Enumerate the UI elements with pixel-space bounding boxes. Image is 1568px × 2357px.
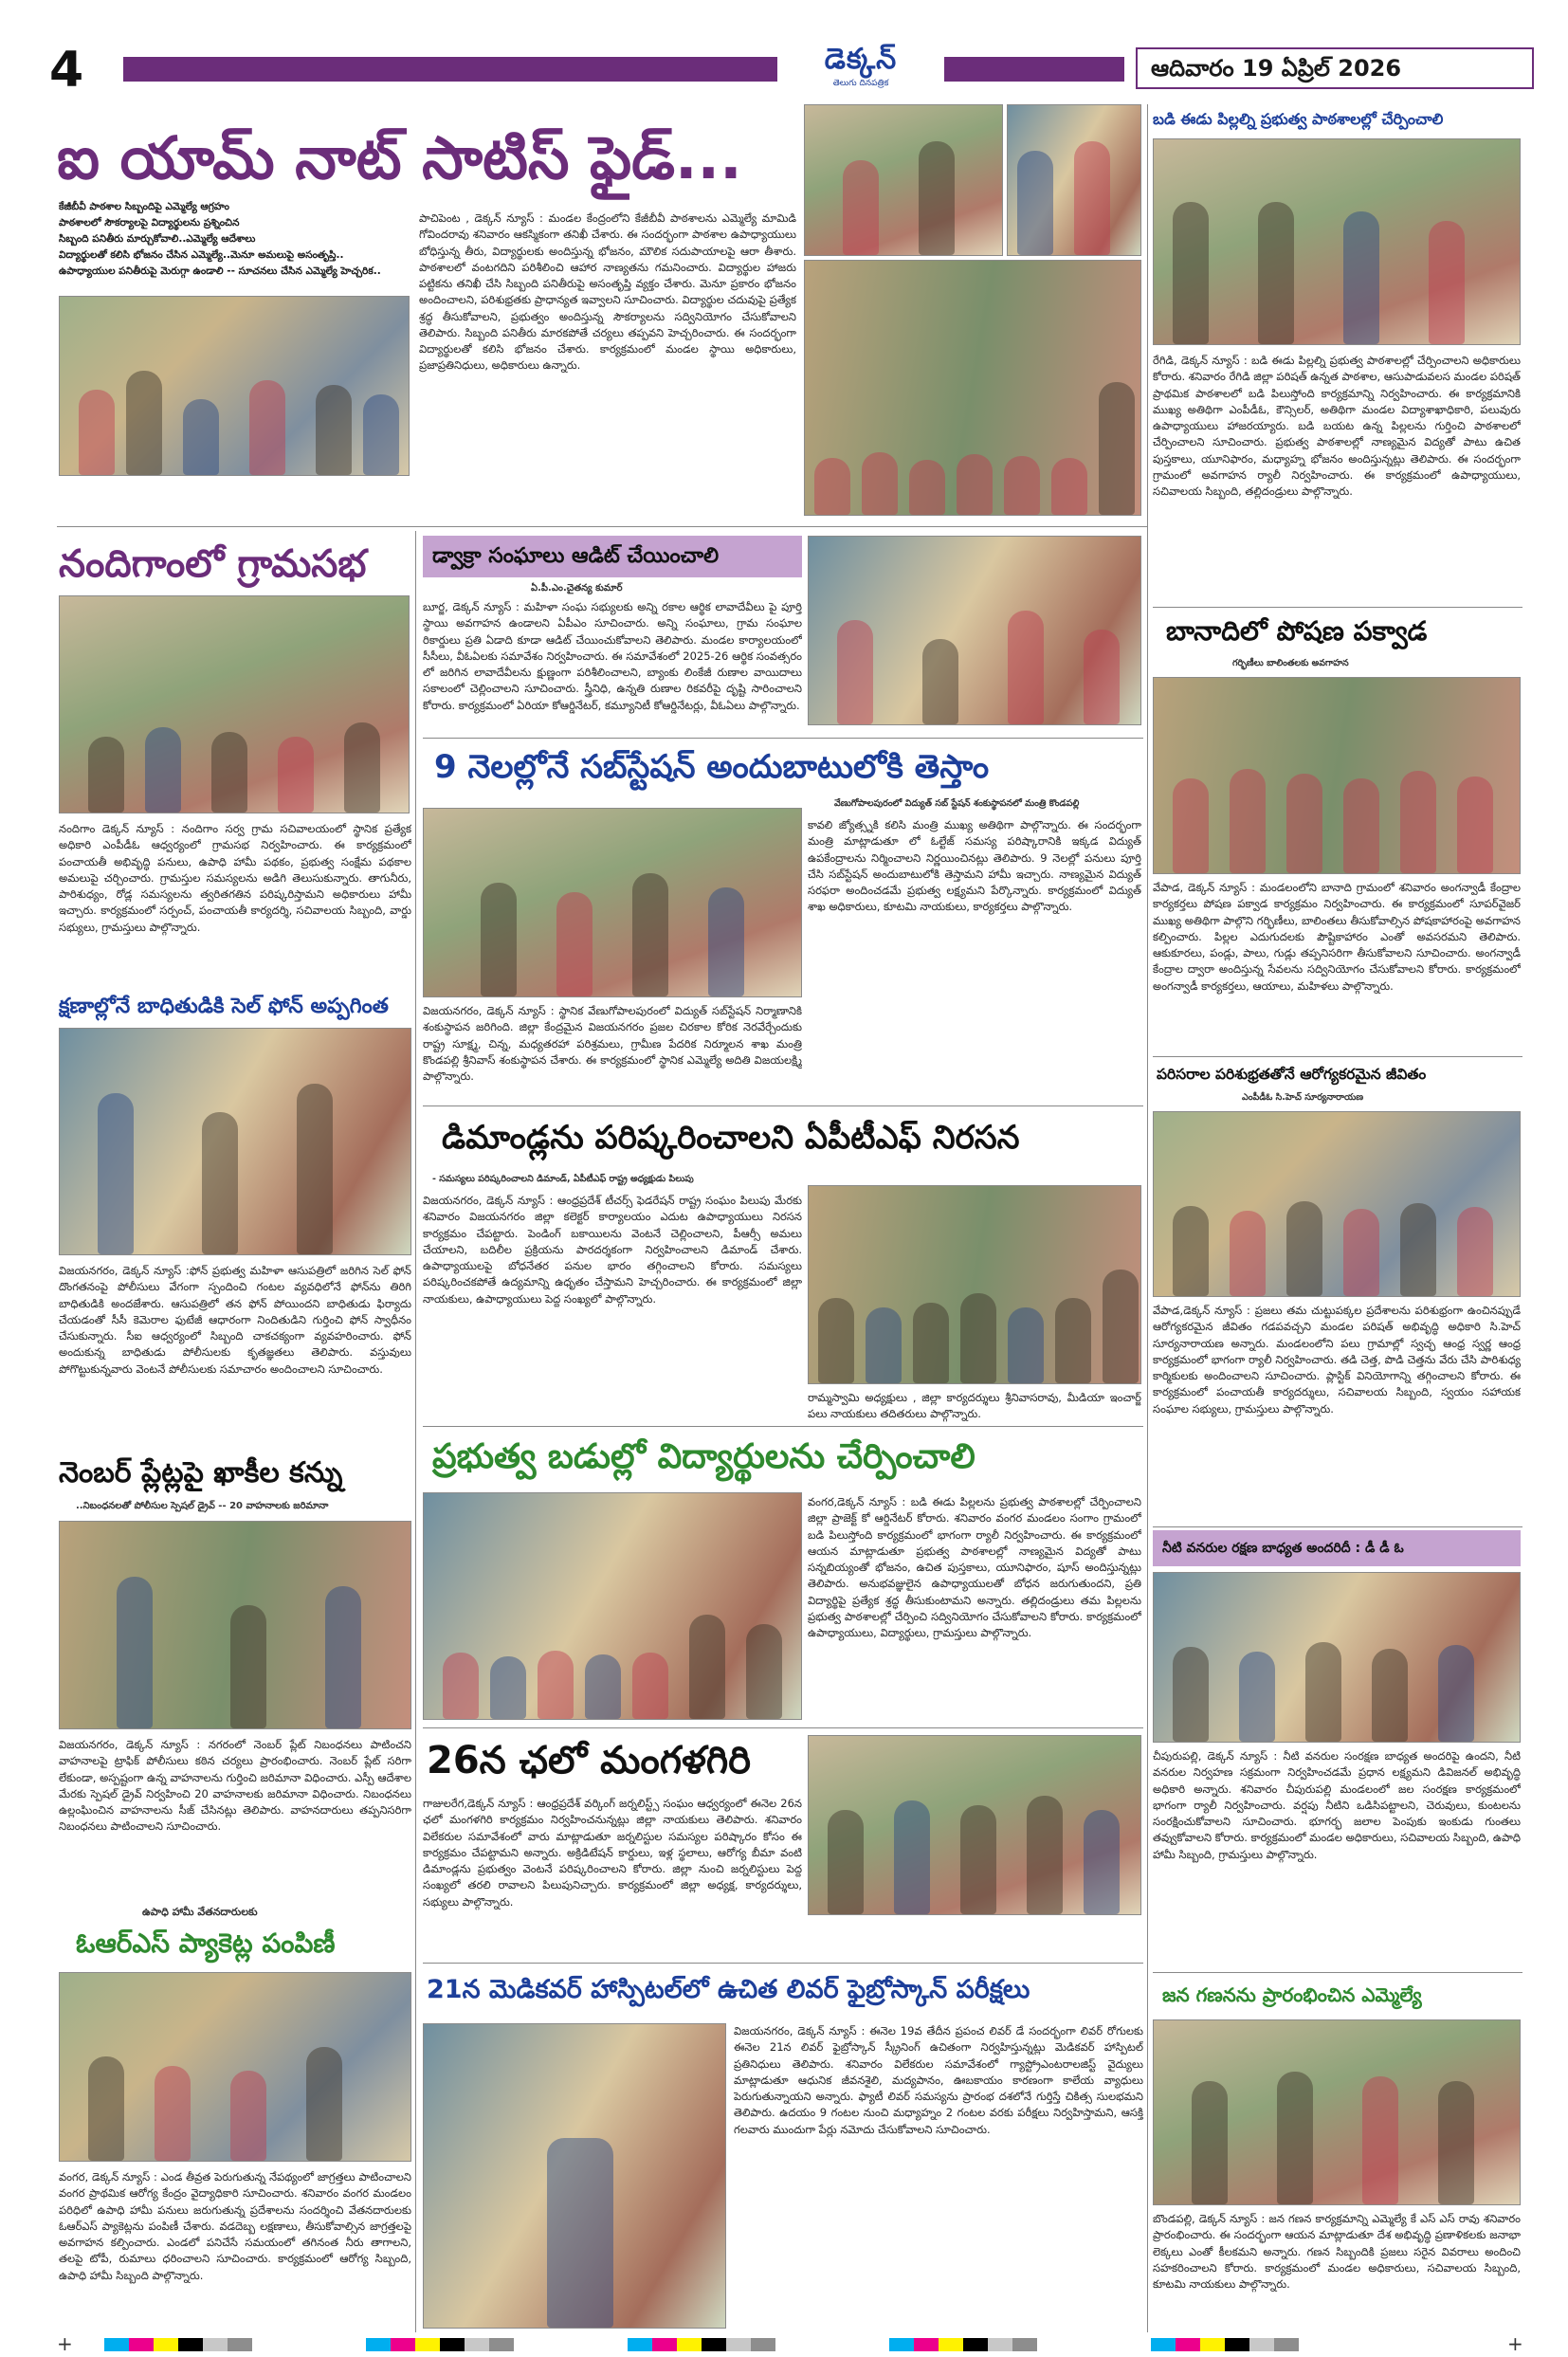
- numberplate-subhead: ..నిబంధనలతో పోలీసుల స్పెషల్ డ్రైవ్ -- 20 వాహనాలకు జరిమానా: [76, 1501, 329, 1511]
- school-join-body: రేగిడి, డెక్కన్ న్యూస్ : బడి ఈడు పిల్లల్ని ప్రభుత్వ పాఠశాలల్లో చేర్పించాలని అధికారులు కోరారు. శనివారం రేగిడి జిల్లా పరిషత్ ఉన్నత పాఠశాల, ఆసుపాడువలస మండల పరిషత్ ప్రాథమిక పాఠశాలలో బడి పిలుస్తోంది కార్యక్రమాన్ని నిర్వహించారు. ఈ కార్యక్రమానికి ముఖ్య అతిథిగా ఎంపీడీఓ, కౌన్సిలర్, అతిథిగా మండల విద్యాశాఖాధికారి, పలువురు ఉపాధ్యాయులు హాజరయ్యారు. బడి బయట ఉన్న పిల్లలను గుర్తించి పాఠశాలలో చేర్పించాలని సూచించారు. ప్రభుత్వ పాఠశాలల్లో నాణ్యమైన విద్యతో పాటు ఉచిత పుస్తకాలు, యూనిఫారం, మధ్యాహ్న భోజనం అందిస్తున్నట్లు తెలిపారు. ఈ సందర్భంగా గ్రామంలో అవగాహన ర్యాలీ నిర్వహించారు. ఈ కార్యక్రమంలో ఉపాధ్యాయులు, సచివాలయ సిబ్బంది, తల్లిదండ్రులు పాల్గొన్నారు.: [1153, 354, 1521, 498]
- divider: [1153, 1526, 1522, 1527]
- substation-body-right: కావలి జ్యోత్స్నకి కలిసి మంత్రి ముఖ్య అతిథిగా పాల్గొన్నారు. ఈ సందర్భంగా మంత్రి మాట్లాడుతూ లో ఓల్టేజ్ సమస్య పరిష్కారానికి ఇక్కడ విద్యుత్ ఉపకేంద్రాలను నిర్మించాలని నిర్ణయించినట్లు తెలిపారు. 9 నెలల్లో పనులు పూర్తి చేసి సబ్‌స్టేషన్ అందుబాటులోకి తెస్తామని హామీ ఇచ్చారు. నాణ్యమైన విద్యుత్ సరఫరా అందించడమే ప్రభుత్వ లక్ష్యమని పేర్కొన్నారు. కార్యక్రమంలో విద్యుత్ శాఖ అధికారులు, కూటమి నాయకులు, కార్యకర్తలు పాల్గొన్నారు.: [808, 818, 1141, 914]
- page-number: 4: [49, 42, 84, 99]
- satisfied-subhead-2: పాఠశాలలో సౌకర్యాలపై విద్యార్థులను ప్రశ్నించిన: [59, 217, 240, 228]
- photo-cleanliness-rally: [1153, 1111, 1521, 1297]
- demands-body: విజయనగరం, డెక్కన్ న్యూస్ : ఆంధ్రప్రదేశ్ టీచర్స్ ఫెడరేషన్ రాష్ట్ర సంఘం పిలుపు మేరకు శనివారం విజయనగరం జిల్లా కలెక్టర్ కార్యాలయం ఎదుట ఉపాధ్యాయులు నిరసన కార్యక్రమం చేపట్టారు. పెండింగ్ బకాయిలను వెంటనే చెల్లించాలని, పీఆర్సీ అమలు చేయాలని, బదిలీల ప్రక్రియను పారదర్శకంగా నిర్వహించాలని డిమాండ్ చేశారు. ఉపాధ్యాయులపై బోధనేతర పనుల భారం తగ్గించాలని కోరారు. సమస్యలు పరిష్కరించకపోతే ఉద్యమాన్ని ఉధృతం చేస్తామని హెచ్చరించారు. ఈ కార్యక్రమంలో జిల్లా నాయకులు, ఉపాధ్యాయులు పెద్ద సంఖ్యలో పాల్గొన్నారు.: [423, 1194, 802, 1306]
- satisfied-subhead-5: ఉపాధ్యాయుల పనితీరుపై మెరుగ్గా ఉండాలి -- సూచనలు చేసిన ఎమ్మెల్యే హెచ్చరిక..: [59, 265, 381, 277]
- photo-poshana: [1153, 677, 1521, 874]
- satisfied-body: పాచిపెంట , డెక్కన్ న్యూస్ : మండల కేంద్రంలోని కేజీబీవీ పాఠశాలను ఎమ్మెల్యే మామిడి గోవిందరావు శనివారం ఆకస్మికంగా తనిఖీ చేశారు. ఈ సందర్భంగా పాఠశాల ఉపాధ్యాయులు బోధిస్తున్న తీరు, విద్యార్థులకు అందిస్తున్న భోజనం, మౌలిక సదుపాయాలపై ఆరా తీశారు. పాఠశాలలో వంటగదిని పరిశీలించి ఆహార నాణ్యతను గమనించారు. విద్యార్థుల హాజరు పట్టికను తనిఖీ చేసి సిబ్బంది పనితీరుపై అసంతృప్తి వ్యక్తం చేశారు. మెనూ ప్రకారం భోజనం అందించాలని, పరిశుభ్రతకు ప్రాధాన్యత ఇవ్వాలని సూచించారు. విద్యార్థుల చదువుపై ప్రత్యేక శ్రద్ధ తీసుకోవాలని, ప్రభుత్వం అందిస్తున్న సౌకర్యాలను సద్వినియోగం చేసుకోవాలని తెలిపారు. సిబ్బంది పనితీరు మారకపోతే చర్యలు తప్పవని హెచ్చరించారు. ఈ సందర్భంగా విద్యార్థులతో కలిసి భోజనం చేశారు. కార్యక్రమంలో మండల స్థాయి అధికారులు, ప్రజాప్రతినిధులు, అధికారులు ఉన్నారు.: [419, 211, 796, 373]
- column-rule: [1147, 104, 1148, 2332]
- header-bar-left: [123, 57, 777, 82]
- masthead-logo: [785, 42, 937, 97]
- satisfied-subhead-1: కేజీబీవీ పాఠశాల సిబ్బందిపై ఎమ్మెల్యే ఆగ్రహం: [59, 201, 229, 212]
- headline-liver: 21న మెడికవర్ హాస్పిటల్‌లో ఉచిత లివర్ ఫైబ్రోస్కాన్ పరీక్షలు: [427, 1975, 1030, 2004]
- banadi-subhead: గర్భిణీలు బాలింతలకు అవగాహన: [1232, 658, 1349, 668]
- divider: [1153, 607, 1522, 608]
- numberplate-body: విజయనగరం, డెక్కన్ న్యూస్ : నగరంలో నెంబర్ ప్లేట్ నిబంధనలు పాటించని వాహనాలపై ట్రాఫిక్ పోలీసులు కఠిన చర్యలు ప్రారంభించారు. నెంబర్ ప్లేట్ సరిగా లేకుండా, అస్పష్టంగా ఉన్న వాహనాలను గుర్తించి జరిమానా విధించారు. ఎస్పీ ఆదేశాల మేరకు స్పెషల్ డ్రైవ్ నిర్వహించి 20 వాహనాలకు జరిమానా విధించారు. నిబంధనలు ఉల్లంఘించిన వాహనాలను సీజ్ చేసినట్లు తెలిపారు. వాహనదారులు తప్పనిసరిగా నిబంధనలు పాటించాలని సూచించారు.: [59, 1738, 411, 1834]
- divider: [1153, 1056, 1522, 1057]
- headline-school-join: బడి ఈడు పిల్లల్ని ప్రభుత్వ పాఠశాలల్లో చేర్పించాలి: [1153, 110, 1444, 128]
- photo-dwakra-meeting: [808, 536, 1141, 725]
- photo-school-join-rally: [1153, 138, 1521, 345]
- logo-tagline: తెలుగు దినపత్రిక: [832, 79, 889, 88]
- headline-mangalagiri: 26న ఛలో మంగళగిరి: [427, 1739, 751, 1782]
- color-calibration-bar: [104, 2338, 1450, 2351]
- photo-substation-foundation: [423, 808, 802, 997]
- govt-schools-body: వంగర,డెక్కన్ న్యూస్ : బడి ఈడు పిల్లలను ప్రభుత్వ పాఠశాలల్లో చేర్పించాలని జిల్లా ప్రాజెక్ట్ కో ఆర్డినేటర్ కోరారు. శనివారం వంగర మండలం సంగాం గ్రామంలో బడి పిలుస్తోంది కార్యక్రమంలో భాగంగా ర్యాలీ నిర్వహించారు. ఈ కార్యక్రమంలో ఆయన మాట్లాడుతూ ప్రభుత్వ పాఠశాలల్లో నాణ్యమైన విద్యతో పాటు సన్నబియ్యంతో భోజనం, ఉచిత పుస్తకాలు, యూనిఫారం, షూస్ అందిస్తున్నట్లు తెలిపారు. అనుభవజ్ఞులైన ఉపాధ్యాయులతో బోధన జరుగుతుందని, ప్రతి విద్యార్థిపై ప్రత్యేక శ్రద్ధ తీసుకుంటామని అన్నారు. తల్లిదండ్రులు తమ పిల్లలను ప్రభుత్వ పాఠశాలల్లో చేర్పించి సద్వినియోగం చేసుకోవాలని కోరారు. కార్యక్రమంలో ఉపాధ్యాయులు, విద్యార్థులు, గ్రామస్తులు పాల్గొన్నారు.: [808, 1495, 1141, 1639]
- headline-substation: 9 నెలల్లోనే సబ్‌స్టేషన్ అందుబాటులోకి తెస్తాం: [434, 748, 990, 786]
- headline-nandigam: నందిగాంలో గ్రామసభ: [59, 542, 367, 586]
- census-body: బొండపల్లి, డెక్కన్ న్యూస్ : జన గణన కార్యక్రమాన్ని ఎమ్మెల్యే కే ఎస్ ఎస్ రావు శనివారం ప్రారంభించారు. ఈ సందర్భంగా ఆయన మాట్లాడుతూ దేశ అభివృద్ధి ప్రణాళికలకు జనాభా లెక్కలు ఎంతో కీలకమని అన్నారు. గణన సిబ్బందికి ప్రజలు సరైన వివరాలు అందించి సహకరించాలని కోరారు. కార్యక్రమంలో మండల అధికారులు, సచివాలయ సిబ్బంది, కూటమి నాయకులు పాల్గొన్నారు.: [1153, 2212, 1521, 2291]
- banadi-body: వేపాడ, డెక్కన్ న్యూస్ : మండలంలోని బానాది గ్రామంలో శనివారం అంగన్వాడీ కేంద్రాల కార్యకర్తలు పోషణ పక్వాడ కార్యక్రమం నిర్వహించారు. ఈ కార్యక్రమంలో సూపర్‌వైజర్ ముఖ్య అతిథిగా పాల్గొని గర్భిణీలు, బాలింతలు తీసుకోవాల్సిన పోషకాహారంపై అవగాహన కల్పించారు. పిల్లల ఎదుగుదలకు పౌష్టికాహారం ఎంతో అవసరమని తెలిపారు. ఆకుకూరలు, పండ్లు, పాలు, గుడ్లు తప్పనిసరిగా తీసుకోవాలని సూచించారు. అంగన్వాడీ కేంద్రాల ద్వారా అందిస్తున్న సేవలను సద్వినియోగం చేసుకోవాలని కోరారు. కార్యక్రమంలో అంగన్వాడీ కార్యకర్తలు, ఆయాలు, మహిళలు పాల్గొన్నారు.: [1153, 881, 1521, 993]
- substation-subhead: వేణుగోపాలపురంలో విద్యుత్ సబ్ స్టేషన్ శంకుస్థాపనలో మంత్రి కొండపల్లి: [834, 798, 1080, 809]
- divider: [423, 1426, 1143, 1427]
- divider: [423, 1963, 1143, 1964]
- headline-cellphone: క్షణాల్లోనే బాధితుడికి సెల్ ఫోన్ అప్పగింత: [59, 995, 389, 1018]
- photo-students-meal: [804, 260, 1141, 516]
- photo-cellphone-handover: [59, 1028, 411, 1255]
- environment-subhead: ఎంపీడీఓ సి.హెచ్ సూర్యనారాయణ: [1242, 1092, 1364, 1103]
- dwakra-body: బూర్జ, డెక్కన్ న్యూస్ : మహిళా సంఘ సభ్యులకు అన్ని రకాల ఆర్థిక లావాదేవీలు పై పూర్తి స్థాయి అవగాహన ఉండాలని ఏపీఎం సూచించారు. అన్ని సంఘాలు, గ్రామ సంఘాల రికార్డులు ప్రతి ఏడాది కూడా ఆడిట్ చేయించుకోవాలని తెలిపారు. మండల కార్యాలయంలో సీసీలు, వీఓఏలకు సమావేశం నిర్వహించారు. ఈ సమావేశంలో 2025-26 ఆర్థిక సంవత్సరం లో జరిగిన లావాదేవీలను క్షుణ్ణంగా పరిశీలించాలని, బ్యాంకు లింకేజీ రుణాల వాయిదాలు సకాలంలో చెల్లించాలని సూచించారు. స్త్రీనిధి, ఉన్నతి రుణాల రికవరీపై దృష్టి సారించాలని కోరారు. కార్యక్రమంలో ఏరియా కోఆర్డినేటర్, కమ్యూనిటీ కోఆర్డినేటర్లు, వీఓఏలు పాల్గొన్నారు.: [423, 600, 802, 712]
- logo-text: డెక్కన్: [824, 43, 898, 76]
- photo-gramasabha: [59, 595, 410, 813]
- substation-body-left: విజయనగరం, డెక్కన్ న్యూస్ : స్థానిక వేణుగోపాలపురంలో విద్యుత్ సబ్‌స్టేషన్ నిర్మాణానికి శంకుస్థాపన జరిగింది. జిల్లా కేంద్రమైన విజయనగరం ప్రజల చిరకాల కోరిక నెరవేర్చేందుకు రాష్ట్ర సూక్ష్మ, చిన్న, మధ్యతరహా పరిశ్రమలు, గ్రామీణ పేదరిక నిర్మూలన శాఖ మంత్రి కొండపల్లి శ్రీనివాస్ శంకుస్థాపన చేశారు. ఈ కార్యక్రమంలో స్థానిక ఎమ్మెల్యే అదితి విజయలక్ష్మి పాల్గొన్నారు.: [423, 1004, 802, 1083]
- headline-dwakra: డ్వాక్రా సంఘాలు ఆడిట్ చేయించాలి: [432, 544, 720, 568]
- photo-census-launch: [1153, 2019, 1521, 2205]
- photo-water-rally: [1153, 1572, 1521, 1743]
- registration-mark-left: +: [57, 2332, 73, 2355]
- divider: [423, 1105, 1143, 1106]
- photo-mla-inspection: [1007, 104, 1141, 256]
- mangalagiri-body: గాజులరేగ,డెక్కన్ న్యూస్ : ఆంధ్రప్రదేశ్ వర్కింగ్ జర్నలిస్ట్స్ సంఘం ఆధ్వర్యంలో ఈనెల 26న ఛలో మంగళగిరి కార్యక్రమం నిర్వహించనున్నట్లు జిల్లా నాయకులు తెలిపారు. శనివారం విలేకరుల సమావేశంలో వారు మాట్లాడుతూ జర్నలిస్టుల సమస్యల పరిష్కారం కోసం ఈ కార్యక్రమం చేపట్టామని అన్నారు. అక్రిడిటేషన్ కార్డులు, ఇళ్ల స్థలాలు, ఆరోగ్య బీమా వంటి డిమాండ్లను ప్రభుత్వం వెంటనే పరిష్కరించాలని కోరారు. జిల్లా నుంచి జర్నలిస్టులు పెద్ద సంఖ్యలో తరలి రావాలని పిలుపునిచ్చారు. కార్యక్రమంలో జిల్లా అధ్యక్ష, కార్యదర్శులు, సభ్యులు పాల్గొన్నారు.: [423, 1797, 802, 1909]
- headline-satisfied: ఐ యామ్ నాట్ సాటిస్ ఫైడ్...: [57, 123, 742, 192]
- cellphone-body: విజయనగరం, డెక్కన్ న్యూస్ :ఫోన్ ప్రభుత్వ మహిళా ఆసుపత్రిలో జరిగిన సెల్ ఫోన్ దొంగతనంపై పోలీసులు వేగంగా స్పందించి గంటల వ్యవధిలోనే ఫోన్‌ను తిరిగి బాధితుడికి అందజేశారు. ఆసుపత్రిలో తన ఫోన్ పోయిందని బాధితుడు ఫిర్యాదు చేయడంతో సీసీ కెమెరాల ఫుటేజీ ఆధారంగా నిందితుడిని గుర్తించి ఫోన్ స్వాధీనం చేసుకున్నారు. సీఐ ఆధ్వర్యంలో సిబ్బంది చాకచక్యంగా వ్యవహరించారు. ఫోన్ అందుకున్న బాధితుడు పోలీసులకు కృతజ్ఞతలు తెలిపారు. వస్తువులు పోగొట్టుకున్నవారు వెంటనే పోలీసులకు సమాచారం అందించాలని సూచించారు.: [59, 1264, 411, 1376]
- liver-body: విజయనగరం, డెక్కన్ న్యూస్ : ఈనెల 19వ తేదీన ప్రపంచ లివర్ డే సందర్భంగా లివర్ రోగులకు ఈనెల 21న లివర్ ఫైబ్రోస్కాన్ స్క్రీనింగ్ ఉచితంగా నిర్వహిస్తున్నట్లు మెడికవర్ హాస్పిటల్ ప్రతినిధులు తెలిపారు. శనివారం విలేకరుల సమావేశంలో గ్యాస్ట్రోఎంటరాలజిస్ట్ వైద్యులు మాట్లాడుతూ ఆధునిక జీవనశైలి, మద్యపానం, ఊబకాయం కారణంగా కాలేయ వ్యాధులు పెరుగుతున్నాయని అన్నారు. ఫ్యాటీ లివర్ సమస్యను ప్రారంభ దశలోనే గుర్తిస్తే చికిత్స సులభమని తెలిపారు. ఉదయం 9 గంటల నుంచి మధ్యాహ్నం 2 గంటల వరకు పరీక్షలు నిర్వహిస్తామని, ఆసక్తి గలవారు ముందుగా పేర్లు నమోదు చేసుకోవాలని సూచించారు.: [734, 2024, 1143, 2136]
- headline-banadi: బానాదిలో పోషణ పక్వాడ: [1166, 615, 1428, 647]
- headline-ors: ఓఆర్ఎస్ ప్యాకెట్ల పంపిణీ: [76, 1928, 336, 1959]
- headline-census: జన గణనను ప్రారంభించిన ఎమ్మెల్యే: [1162, 1983, 1422, 2006]
- column-rule: [415, 531, 416, 2332]
- photo-kgbv-visit: [59, 296, 410, 476]
- demands-caption: రామ్మస్వామి అధ్యక్షులు , జిల్లా కార్యదర్శులు శ్రీనివాసరావు, మీడియా ఇంచార్జ్ పలు నాయకులు తదితరులు పాల్గొన్నారు.: [808, 1391, 1141, 1421]
- photo-journalists: [808, 1735, 1141, 1915]
- headline-environment: పరిసరాల పరిశుభ్రతతోనే ఆరోగ్యకరమైన జీవితం: [1157, 1066, 1427, 1083]
- headline-govt-schools: ప్రభుత్వ బడుల్లో విద్యార్థులను చేర్పించాలి: [432, 1437, 975, 1476]
- satisfied-subheads: [59, 199, 400, 294]
- registration-mark-right: +: [1507, 2332, 1523, 2355]
- satisfied-subhead-4: విద్యార్థులతో కలిసి భోజనం చేసిన ఎమ్మెల్యే..మెనూ అమలుపై అసంతృప్తి..: [59, 249, 344, 261]
- environment-body: వేపాడ,డెక్కన్ న్యూస్ : ప్రజలు తమ చుట్టుపక్కల ప్రదేశాలను పరిశుభ్రంగా ఉంచినప్పుడే ఆరోగ్యకరమైన జీవితం గడపవచ్చని మండల పరిషత్ అభివృద్ధి అధికారి సి.హెచ్ సూర్యనారాయణ అన్నారు. మండలంలోని పలు గ్రామాల్లో స్వచ్ఛ ఆంధ్ర స్వర్ణ ఆంధ్ర కార్యక్రమంలో భాగంగా ర్యాలీ నిర్వహించారు. తడి చెత్త, పొడి చెత్తను వేరు చేసి పారిశుధ్య కార్మికులకు అందించాలని సూచించారు. ప్లాస్టిక్ వినియోగాన్ని తగ్గించాలని కోరారు. ఈ కార్యక్రమంలో పంచాయతీ కార్యదర్శులు, సచివాలయ సిబ్బంది, స్వయం సహాయక సంఘాల సభ్యులు, గ్రామస్తులు పాల్గొన్నారు.: [1153, 1304, 1521, 1416]
- neet-body: చీపురుపల్లి, డెక్కన్ న్యూస్ : నీటి వనరుల సంరక్షణ బాధ్యత అందరిపై ఉందని, నీటి వనరుల నిర్వహణ సక్రమంగా నిర్వహించడమే ప్రధాన లక్ష్యమని డివిజనల్ అభివృద్ధి అధికారి అన్నారు. శనివారం చీపురుపల్లి మండలంలో జల సంరక్షణ కార్యక్రమంలో భాగంగా ర్యాలీ నిర్వహించారు. వర్షపు నీటిని ఒడిసిపట్టాలని, చెరువులు, కుంటలను సంరక్షించుకోవాలని సూచించారు. భూగర్భ జలాల పెంపుకు ఇంకుడు గుంతలు తవ్వుకోవాలని కోరారు. కార్యక్రమంలో మండల అధికారులు, సచివాలయ సిబ్బంది, ఉపాధి హామీ సిబ్బంది, గ్రామస్తులు పాల్గొన్నారు.: [1153, 1749, 1521, 1861]
- headline-neet: నీటి వనరుల రక్షణ బాధ్యత అందరిదీ : డీ డీ ఓ: [1162, 1541, 1404, 1556]
- headline-numberplate: నెంబర్ ప్లేట్లపై ఖాకీల కన్ను: [59, 1456, 343, 1489]
- photo-school-rally: [423, 1492, 802, 1720]
- photo-numberplate-drive: [59, 1521, 411, 1729]
- nandigam-body: నందిగాం డెక్కన్ న్యూస్ : నందిగాం సర్వ గ్రామ సచివాలయంలో స్థానిక ప్రత్యేక అధికారి ఎంపీడీఓ ఆధ్వర్యంలో గ్రామసభ నిర్వహించారు. ఈ కార్యక్రమంలో పంచాయతీ అభివృద్ధి పనులు, ఉపాధి హామీ పథకం, ప్రభుత్వ సంక్షేమ పథకాల అమలుపై చర్చించారు. గ్రామస్తుల సమస్యలను అడిగి తెలుసుకున్నారు. తాగునీరు, పారిశుధ్యం, రోడ్ల సమస్యలను త్వరితగతిన పరిష్కరిస్తామని అధికారులు హామీ ఇచ్చారు. కార్యక్రమంలో సర్పంచ్, పంచాయతీ కార్యదర్శి, సచివాలయ సిబ్బంది, వార్డు సభ్యులు, గ్రామస్తులు పాల్గొన్నారు.: [59, 822, 411, 934]
- photo-ors-distribution: [59, 1972, 411, 2162]
- header-date: ఆదివారం 19 ఏప్రిల్ 2026: [1136, 47, 1534, 89]
- page-header: [36, 42, 1534, 97]
- photo-kitchen: [804, 104, 1003, 256]
- divider: [423, 738, 1143, 739]
- header-bar-mid: [944, 57, 1124, 82]
- divider: [1153, 1972, 1522, 1973]
- ors-body: వంగర, డెక్కన్ న్యూస్ : ఎండ తీవ్రత పెరుగుతున్న నేపథ్యంలో జాగ్రత్తలు పాటించాలని వంగర ప్రాథమిక ఆరోగ్య కేంద్రం వైద్యాధికారి సూచించారు. శనివారం వంగర మండలం పరిధిలో ఉపాధి హామీ పనులు జరుగుతున్న ప్రదేశాలను సందర్శించి వేతనదారులకు ఓఆర్ఎస్ ప్యాకెట్లను పంపిణీ చేశారు. వడదెబ్బ లక్షణాలు, తీసుకోవాల్సిన జాగ్రత్తలపై అవగాహన కల్పించారు. ఎండలో పనిచేసే సమయంలో తగినంత నీరు తాగాలని, తలపై టోపీ, రుమాలు ధరించాలని సూచించారు. కార్యక్రమంలో ఆరోగ్య సిబ్బంది, ఉపాధి హామీ సిబ్బంది పాల్గొన్నారు.: [59, 2170, 411, 2282]
- satisfied-subhead-3: సిబ్బంది పనితీరు మార్చుకోవాలి..ఎమ్మెల్యే ఆదేశాలు: [59, 233, 256, 245]
- demands-subhead: - సమస్యలు పరిష్కరించాలని డిమాండ్, ఏపీటీఎఫ్ రాష్ట్ర అధ్యక్షుడు పిలుపు: [432, 1174, 694, 1184]
- dwakra-subhead: ఏ.పీ.ఎం.చైతన్య కుమార్: [531, 583, 623, 594]
- photo-doctor-press: [423, 2023, 726, 2329]
- headline-demands: డిమాండ్లను పరిష్కరించాలని ఏపీటీఎఫ్ నిరసన: [442, 1119, 1020, 1157]
- divider: [423, 1727, 1143, 1728]
- photo-aptf-protest: [808, 1185, 1141, 1384]
- ors-kicker: ఉపాధి హామీ వేతనదారులకు: [142, 1906, 258, 1918]
- divider: [57, 526, 1147, 527]
